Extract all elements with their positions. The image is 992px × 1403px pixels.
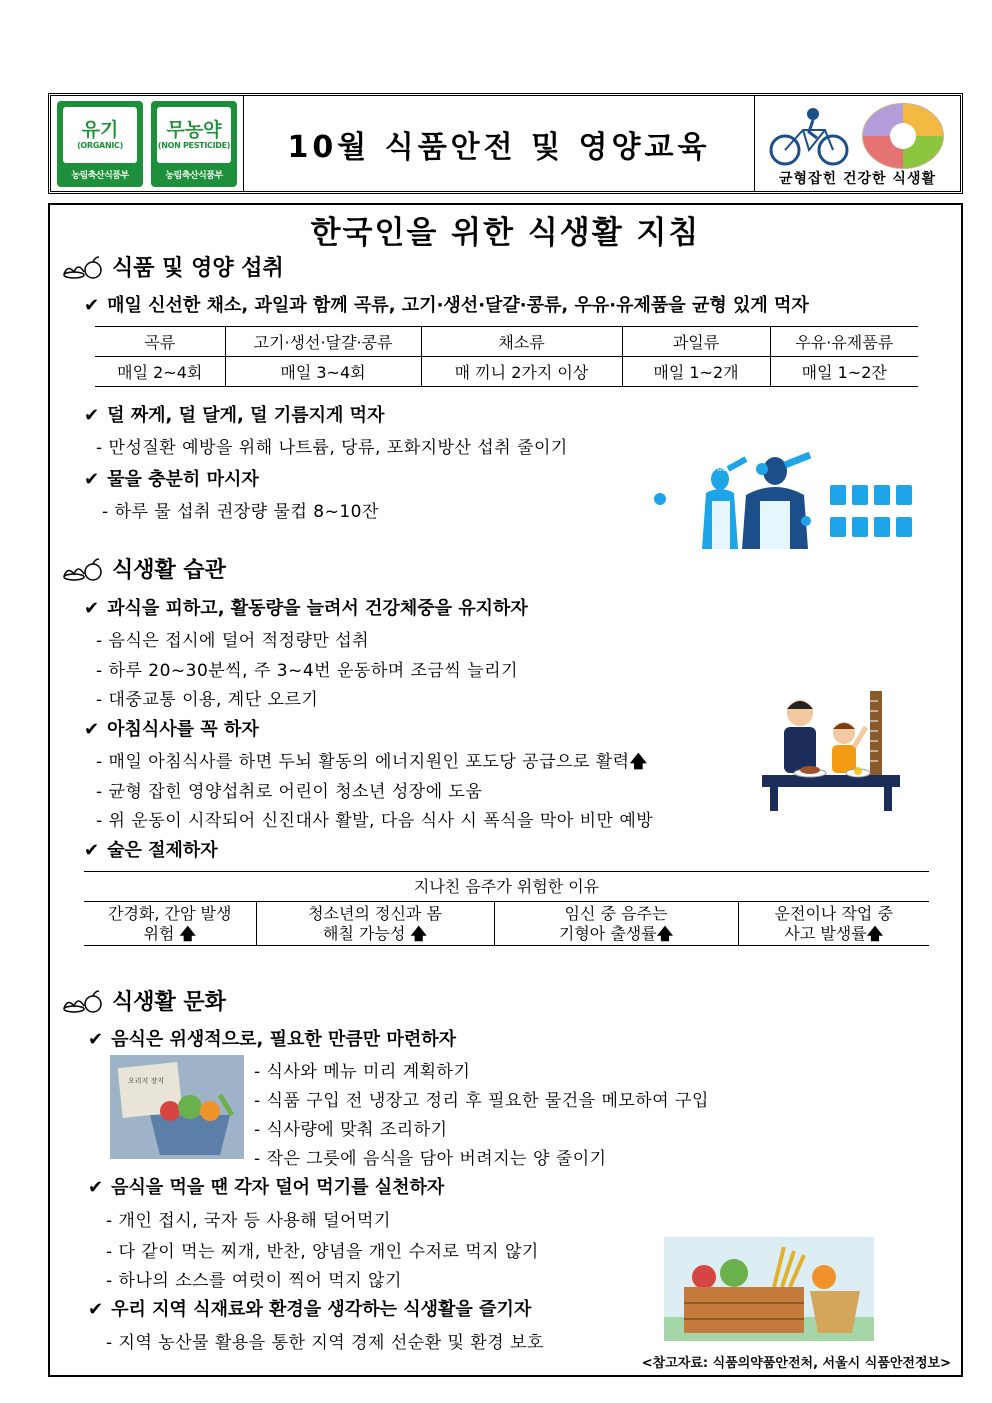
guideline-breakfast <box>84 715 259 741</box>
h2o-label: H₂O <box>714 465 728 473</box>
organic-logo <box>57 101 143 187</box>
family-breakfast-illustration <box>762 691 902 811</box>
guideline-detail: - 음식은 접시에 덜어 적정량만 섭취 <box>96 631 370 651</box>
guideline-local-food <box>88 1295 531 1321</box>
main-content <box>48 203 963 1377</box>
guideline-detail: - 대중교통 이용, 계단 오르기 <box>96 690 319 710</box>
check-icon: ✔ <box>84 598 100 619</box>
guideline-text: 아침식사를 꼭 하자 <box>107 719 259 740</box>
table-cell: 임신 중 음주는 기형아 출생률🡅 <box>494 902 738 946</box>
up-arrow-icon: 🡅 <box>179 923 196 943</box>
balanced-diet-illustration <box>754 96 960 191</box>
table-header: 고기·생선·달걀·콩류 <box>225 327 421 357</box>
guideline-text: 매일 신선한 채소, 과일과 함께 곡류, 고기·생선·달걀·콩류, 우유·유제품을 균형 있게 먹자 <box>107 295 809 316</box>
up-arrow-icon: 🡅 <box>410 923 427 943</box>
up-arrow-icon: 🡅 <box>656 923 674 943</box>
guideline-text: 음식을 먹을 땐 각자 덜어 먹기를 실천하자 <box>111 1177 445 1198</box>
guideline-detail: - 식품 구입 전 냉장고 정리 후 필요한 물건을 메모하여 구입 <box>254 1091 709 1111</box>
guideline-detail: - 하루 물 섭취 권장량 물컵 8~10잔 <box>102 502 379 522</box>
guideline-water <box>84 465 259 491</box>
guideline-detail: - 매일 아침식사를 하면 두뇌 활동의 에너지원인 포도당 공급으로 활력🡅 <box>96 752 648 772</box>
guideline-detail: - 지역 농산물 활용을 통한 지역 경제 선순환 및 환경 보호 <box>106 1333 544 1353</box>
guideline-balanced-diet <box>84 291 809 317</box>
guideline-detail: - 하나의 소스를 여럿이 찍어 먹지 않기 <box>106 1271 402 1291</box>
section-eating-habits <box>62 553 226 584</box>
reference-note: <참고자료: 식품의약품안전처, 서울시 식품안전정보> <box>641 1356 951 1371</box>
check-icon: ✔ <box>88 1177 104 1198</box>
guideline-avoid-overeating <box>84 594 528 620</box>
header-title: 10월 식품안전 및 영양교육 <box>287 129 711 165</box>
guideline-detail: - 균형 잡힌 영양섭취로 어린이 청소년 성장에 도움 <box>96 782 483 802</box>
guideline-hygiene <box>88 1025 456 1051</box>
table-cell: 매일 3~4회 <box>225 357 421 387</box>
non-pesticide-logo-foot: 농림축산식품부 <box>165 170 223 181</box>
section-food-culture <box>62 985 226 1016</box>
table-cell: 매 끼니 2가지 이상 <box>421 357 622 387</box>
check-icon: ✔ <box>84 295 100 316</box>
main-title: 한국인을 위한 식생활 지침 <box>310 215 701 251</box>
guideline-text: 과식을 피하고, 활동량을 늘려서 건강체중을 유지하자 <box>107 598 528 619</box>
guideline-separate-portions <box>88 1173 444 1199</box>
guideline-text: 물을 충분히 마시자 <box>107 469 259 490</box>
header <box>48 93 963 194</box>
section-eating-habits-title: 식생활 습관 <box>112 558 226 583</box>
alcohol-risk-table <box>84 871 929 946</box>
guideline-detail: - 작은 그릇에 음식을 담아 버려지는 양 줄이기 <box>254 1149 607 1169</box>
section-food-nutrition <box>62 251 284 282</box>
guideline-detail: - 만성질환 예방을 위해 나트륨, 당류, 포화지방산 섭취 줄이기 <box>96 438 568 458</box>
table-cell: 매일 1~2개 <box>622 357 770 387</box>
table-cell: 매일 2~4회 <box>95 357 225 387</box>
certification-logos <box>51 96 244 191</box>
table-header: 지나친 음주가 위험한 이유 <box>84 872 929 902</box>
guideline-text: 덜 짜게, 덜 달게, 덜 기름지게 먹자 <box>107 405 385 426</box>
table-cell: 운전이나 작업 중 사고 발생률🡅 <box>738 902 929 946</box>
drinking-water-illustration <box>650 449 920 553</box>
check-icon: ✔ <box>88 1299 104 1320</box>
memo-label: 오리지 장지 <box>128 1077 165 1085</box>
table-header: 채소류 <box>421 327 622 357</box>
guideline-detail: - 하루 20~30분씩, 주 3~4번 운동하며 조금씩 늘리기 <box>96 661 518 681</box>
table-cell: 청소년의 정신과 몸 해칠 가능성 🡅 <box>256 902 494 946</box>
check-icon: ✔ <box>84 405 100 426</box>
non-pesticide-logo <box>151 101 237 187</box>
check-icon: ✔ <box>88 1029 104 1050</box>
guideline-less-salt <box>84 401 384 427</box>
guideline-detail: - 식사량에 맞춰 조리하기 <box>254 1120 448 1140</box>
table-header: 과일류 <box>622 327 770 357</box>
section-food-nutrition-title: 식품 및 영양 섭취 <box>112 256 284 281</box>
grocery-basket-illustration <box>110 1055 244 1159</box>
food-group-table <box>95 326 918 387</box>
guideline-detail: - 위 운동이 시작되어 신진대사 활발, 다음 식사 시 폭식을 막아 비만 예방 <box>96 811 654 831</box>
check-icon: ✔ <box>84 840 100 861</box>
food-section-icon <box>62 254 102 280</box>
up-arrow-icon: 🡅 <box>629 752 648 772</box>
vegetable-crate-illustration <box>664 1237 874 1341</box>
guideline-text: 우리 지역 식재료와 환경을 생각하는 식생활을 즐기자 <box>111 1299 532 1320</box>
organic-logo-main: 유기 <box>81 119 119 141</box>
up-arrow-icon: 🡅 <box>866 923 884 943</box>
guideline-detail: - 식사와 메뉴 미리 계획하기 <box>254 1062 471 1082</box>
check-icon: ✔ <box>84 469 100 490</box>
bicycle-food-plate-icon <box>763 102 953 172</box>
guideline-detail: - 다 같이 먹는 찌개, 반찬, 양념을 개인 수저로 먹지 않기 <box>106 1242 539 1262</box>
organic-logo-sub: (ORGANIC) <box>77 141 123 150</box>
table-cell: 간경화, 간암 발생 위험 🡅 <box>84 902 256 946</box>
guideline-text: 음식은 위생적으로, 필요한 만큼만 마련하자 <box>111 1029 456 1050</box>
check-icon: ✔ <box>84 719 100 740</box>
organic-logo-foot: 농림축산식품부 <box>71 170 129 181</box>
table-cell: 매일 1~2잔 <box>770 357 918 387</box>
header-right-caption: 균형잡힌 건강한 식생활 <box>779 171 936 187</box>
non-pesticide-logo-main: 무농약 <box>166 119 222 141</box>
guideline-moderate-alcohol <box>84 836 218 862</box>
food-section-icon <box>62 988 102 1014</box>
guideline-text: 술은 절제하자 <box>107 840 218 861</box>
non-pesticide-logo-sub: (NON PESTICIDE) <box>157 141 231 150</box>
guideline-detail: - 개인 접시, 국자 등 사용해 덜어먹기 <box>106 1211 391 1231</box>
table-header: 우유·유제품류 <box>770 327 918 357</box>
section-food-culture-title: 식생활 문화 <box>112 990 226 1015</box>
food-section-icon <box>62 556 102 582</box>
table-header: 곡류 <box>95 327 225 357</box>
